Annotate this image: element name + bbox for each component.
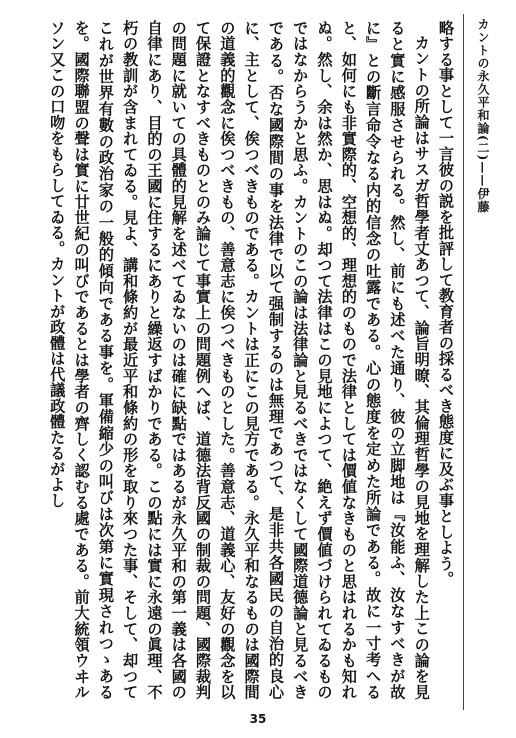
header-rule bbox=[463, 14, 464, 710]
page-number: 35 bbox=[249, 712, 267, 726]
body-text bbox=[22, 20, 458, 700]
paragraph: 略する事として一言彼の説を批評して教育者の採るべき態度に及ぶ事としよう。 bbox=[437, 20, 455, 587]
paragraph: カントの所論はサスガ哲學者丈あつて、論旨明暸、其倫理哲學の見地を理解した上この論を見ると實に感服させられる。然し、前にも述べた通り、彼の立脚地は『汝能ふ、汝なすべきが故に』との斷言命令なる内的信念の吐露である。心の態度を定めた所論である。故に一寸考へると、如何にも非實際的、空想的、理想的のもので法律としては價値なきものと思はれるかも知れぬ。然し、余は然か、思はぬ。却つて法律はこの見地によつて、絶えず價値づけられてゐるものではなからうかと思ふ。カントのこの論は法律論と見るべきではなくして國際道德論と見るべきである。否な國際間の事を法律で以て强制するのは無理であつて、是非共各國民の自治的良心に、主として、俟つべきものである。カントは正にこの見方である。永久平和なるものは國際間の道義的觀念に俟つべきもの、善意志に俟つべきものとした。善意志、道義心、友好の觀念を以て保證となすべきものとのみ論じて事實上の問題例へば、道德法背反國の制裁の問題、國際裁判の問題に就いての具體的見解を述べてゐないのは確に缺點ではあるが永久平和の第一義は各國の自律にあり、目的の王國に住するにありと繰返すばかりである。この點には實に永遠の眞理、不朽の教訓が含まれてゐる。見よ、講和條約が最近平和條約の形を取り來つた事、そして、却つてこれが世界有數の政治家の一般的傾向である事を。軍備縮少の叫びは次第に實現されつゝあるを。國際聯盟の聲は實に廿世紀の叫びであるとは學者の齊しく認むる處である。前大統領ウヰルソン又この口吻をもらしてゐる。カントが政體は代議政體たるがよし bbox=[48, 20, 431, 700]
running-head-author: 伊藤 bbox=[476, 187, 490, 214]
running-head bbox=[470, 18, 496, 318]
running-head-dash: —— bbox=[476, 161, 490, 188]
running-head-title: カントの永久平和論(二) bbox=[476, 18, 490, 162]
